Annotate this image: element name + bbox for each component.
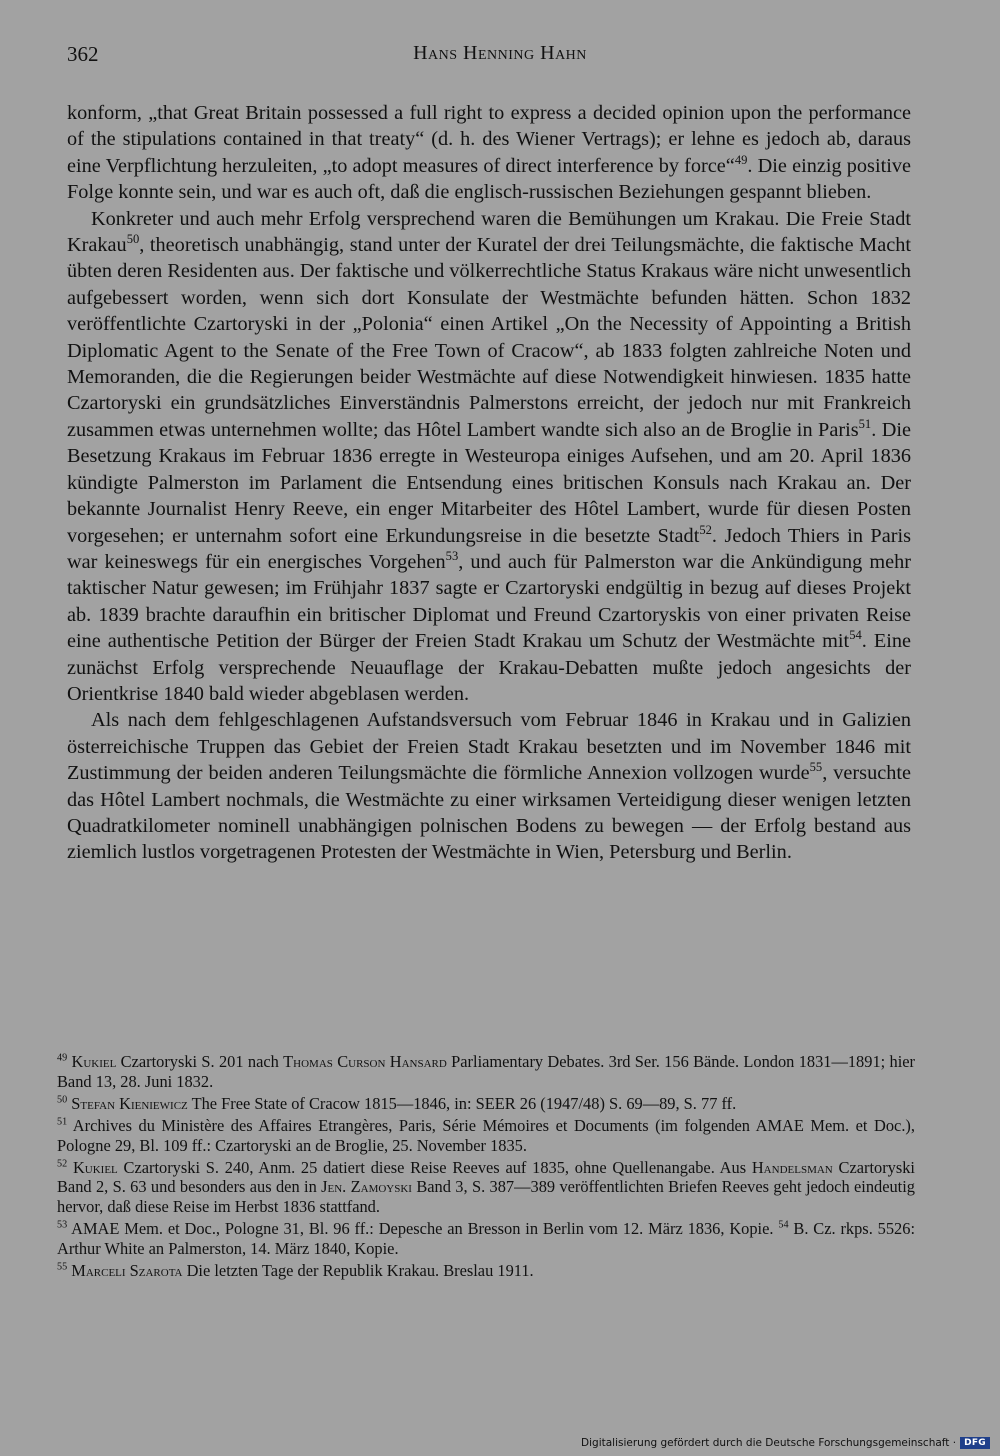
dfg-logo-icon: DFG [960,1437,990,1449]
digitization-footer [581,1437,990,1449]
author-name: Marceli Szarota [71,1261,183,1281]
footnote-ref: 54 [778,1219,789,1231]
footnote-ref: 49 [57,1052,68,1064]
text-run: konform, „that Great Britain possessed a full right to express a decided opinion upon the performance of the stipulations contained in that treaty“ (d. h. des Wiener Vertrags); er lehne es jedoch ab, daraus eine Verpflichtung herzuleiten, „to adopt measures of direct interference by force“ [67,102,911,177]
text-run: Czartoryski Band 2, S. 63 und besonders aus den in [57,1157,915,1197]
text-run: . Jedoch Thiers in Paris war keineswegs für ein energisches Vorgehen [67,524,911,573]
text-run: Band 3, S. 387—389 veröffentlichten Briefen Reeves geht jedoch eindeutig hervor, daß diese Reise im Herbst 1836 stattfand. [57,1177,915,1217]
text-run: Als nach dem fehlgeschlagenen Aufstandsversuch vom Februar 1846 in Krakau und in Galizien österreichische Truppen das Gebiet der Freien Stadt Krakau besetzten und im November 1846 mit Zustimmung der beiden anderen Teilungsmächte die förmliche Annexion vollzogen wurde [67,709,911,785]
paragraph [67,206,911,708]
footnote-49 [57,1052,915,1092]
footnote-ref: 51 [858,417,872,432]
footnote-ref: 54 [849,628,862,643]
text-run: Parliamentary Debates. 3rd Ser. 156 Bände. London 1831—1891; hier Band 13, 28. Juni 1832. [57,1052,916,1091]
footnote-ref: 53 [445,549,459,564]
footnote-55 [57,1261,915,1281]
author-name: Kukiel [72,1157,118,1177]
footnote-53-54 [57,1219,915,1259]
text-run: Czartoryski S. 240, Anm. 25 datiert diese Reise Reeves auf 1835, ohne Quellenangabe. Aus [117,1157,752,1177]
footnotes [57,1052,915,1283]
paragraph [67,707,911,865]
text-run: , versuchte das Hôtel Lambert nochmals, die Westmächte zu einer wirksamen Verteidigung dieser wenigen letzten Quadratkilometer nominell unabhängigen polnischen Bodens zu bewegen — der Erfolg bestand aus ziemlich lustlos vorgetragenen Protesten der Westmächte in Wien, Petersburg und Berlin. [67,762,911,864]
text-run: Konkreter und auch mehr Erfolg versprechend waren die Bemühungen um Krakau. Die Freie Stadt Krakau [67,207,911,257]
text-run: . Die Besetzung Krakaus im Februar 1836 erregte in Westeuropa einiges Aufsehen, und am 20. April 1836 kündigte Palmerston im Parlament die Entsendung eines britischen Konsuls nach Krakau an. Der bekannte Journalist Henry Reeve, ein enger Mitarbeiter des Hôtel Lambert, wurde für diesen Posten vorgesehen; er unternahm sofort eine Erkundungsreise in die besetzte Stadt [67,418,911,547]
text-run: . Die einzig positive Folge konnte sein, und war es auch oft, daß die englisch-russischen Beziehungen gespannt blieben. [67,154,912,204]
footnote-ref: 55 [809,760,823,775]
text-run: The Free State of Cracow 1815—1846, in: SEER 26 (1947/48) S. 69—89, S. 77 ff. [187,1093,737,1113]
author-name: Handelsman [751,1157,833,1177]
running-head: Hans Henning Hahn [413,42,587,64]
footnote-ref: 52 [57,1158,68,1170]
text-run: AMAE Mem. et Doc., Pologne 31, Bl. 96 ff.: Depesche an Bresson in Berlin vom 12. März 1836, Kopie. [67,1219,779,1239]
text-run: Czartoryski S. 201 nach [116,1052,284,1071]
footnote-ref: 50 [126,232,140,247]
footnote-ref: 55 [57,1261,68,1273]
text-run: Archives du Ministère des Affaires Etrangères, Paris, Série Mémoires et Documents (im folgenden AMAE Mem. et Doc.), Pologne 29, Bl. 109 ff.: Czartoryski an de Broglie, 25. November 1835. [57,1115,915,1155]
footnote-ref: 52 [699,522,712,537]
footnote-50 [57,1094,915,1114]
page-number: 362 [67,42,99,66]
author-name: Jen. Zamoyski [321,1177,412,1197]
paragraph [67,100,911,206]
footnote-ref: 53 [57,1219,68,1231]
author-name: Thomas Curson Hansard [283,1052,447,1071]
author-name: Kukiel [71,1052,117,1071]
footnote-ref: 51 [57,1116,68,1128]
text-run: . Eine zunächst Erfolg versprechende Neuauflage der Krakau-Debatten mußte jedoch angesichts der Orientkrise 1840 bald wieder abgeblasen werden. [67,630,911,705]
footnote-52 [57,1158,915,1218]
text-run: Die letzten Tage der Republik Krakau. Breslau 1911. [182,1261,534,1281]
footnote-ref: 49 [734,153,748,168]
footnote-51 [57,1116,915,1156]
footer-text: Digitalisierung gefördert durch die Deutsche Forschungsgemeinschaft · [581,1437,957,1449]
body-text [67,100,911,866]
text-run: , theoretisch unabhängig, stand unter der Kuratel der drei Teilungsmächte, die faktische Macht übten deren Residenten aus. Der faktische und völkerrechtliche Status Krakaus wäre nicht unwesentlich aufgebessert worden, wenn sich dort Konsulate der Westmächte befunden hätten. Schon 1832 veröffentlichte Czartoryski in der „Polonia“ einen Artikel „On the Necessity of Appointing a British Diplomatic Agent to the Senate of the Free Town of Cracow“, ab 1833 folgten zahlreiche Noten und Memoranden, die die Regierungen beider Westmächte auf diese Notwendigkeit hinwiesen. 1835 hatte Czartoryski ein grundsätzliches Einverständnis Palmerstons erreicht, der jedoch nur mit Frankreich zusammen etwas unternehmen wollte; das Hôtel Lambert wandte sich also an de Broglie in Paris [67,234,911,441]
text-run: , und auch für Palmerston war die Ankündigung mehr taktischer Natur gewesen; im Frühjahr 1837 sagte er Czartoryski endgültig in bezug auf dieses Projekt ab. 1839 brachte daraufhin ein britischer Diplomat und Freund Czartoryskis von einer privaten Reise eine authentische Petition der Bürger der Freien Stadt Krakau um Schutz der Westmächte mit [67,550,911,653]
text-run: B. Cz. rkps. 5526: Arthur White an Palmerston, 14. März 1840, Kopie. [57,1219,915,1259]
footnote-ref: 50 [57,1094,68,1106]
author-name: Stefan Kieniewicz [71,1093,188,1113]
